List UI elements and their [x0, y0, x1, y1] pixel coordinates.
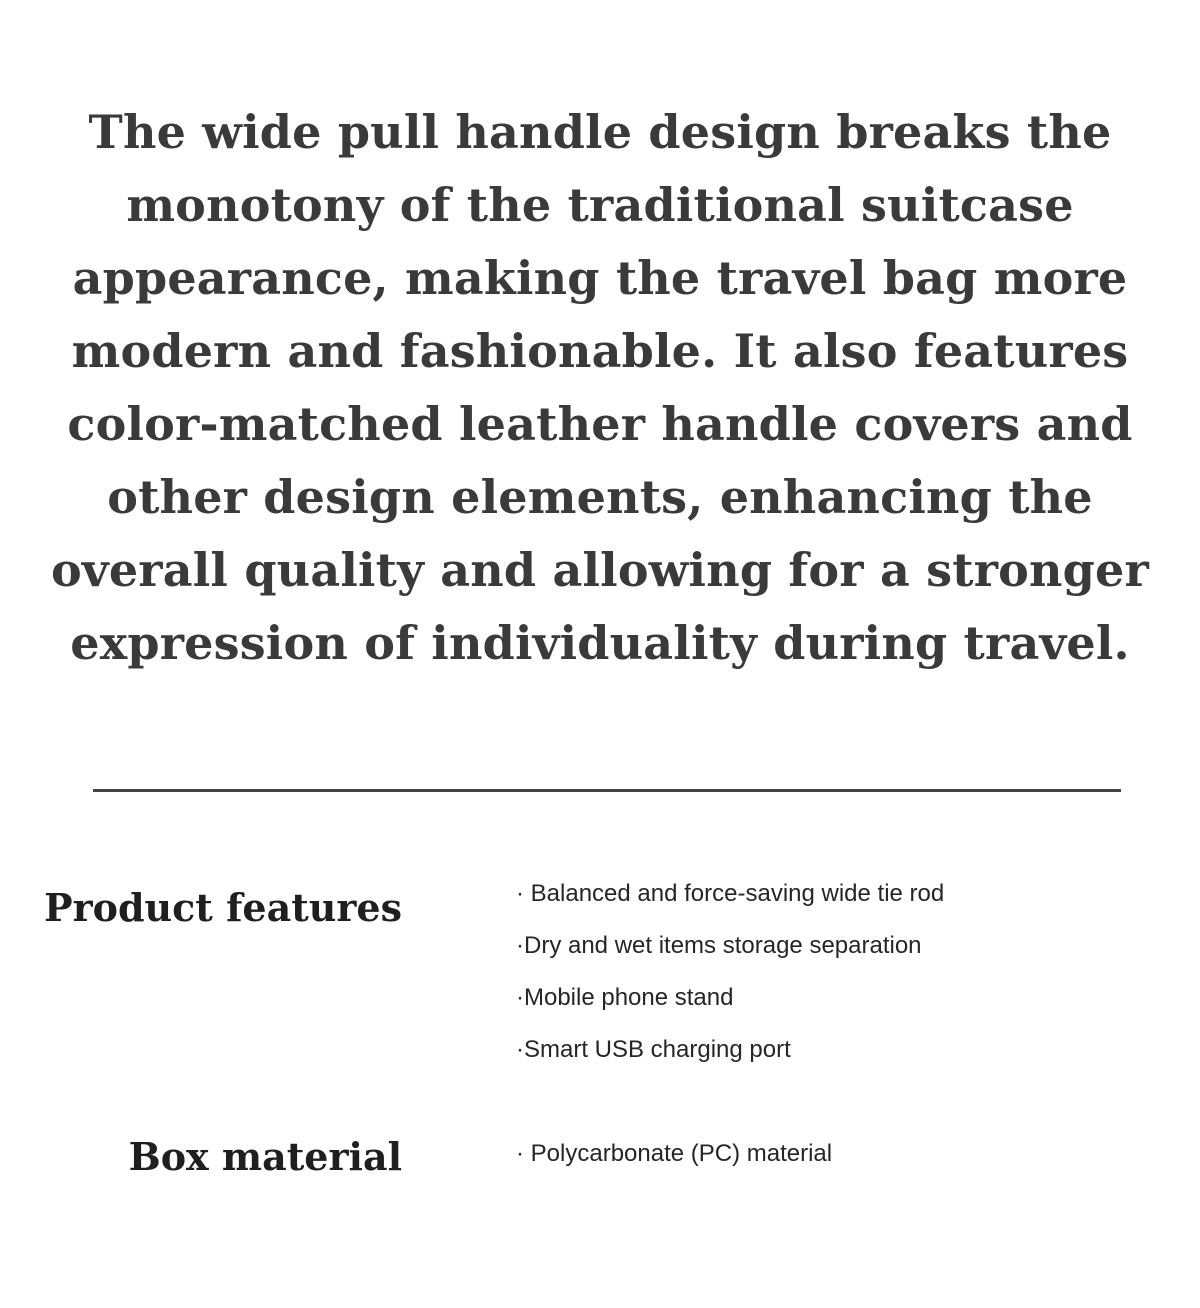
section-divider	[93, 789, 1121, 792]
material-item: · Polycarbonate (PC) material	[516, 1140, 833, 1167]
feature-item: ·Mobile phone stand	[516, 984, 734, 1011]
box-material-label: Box material	[128, 1134, 402, 1179]
feature-item: · Balanced and force-saving wide tie rod	[516, 880, 945, 907]
feature-item: ·Smart USB charging port	[516, 1036, 791, 1063]
product-features-list	[516, 876, 944, 1084]
intro-paragraph: The wide pull handle design breaks the monotony of the traditional suitcase appearance, making the travel bag more modern and fashionable. It also features color-matched leather handle covers and other design elements, enhancing the overall quality and allowing for a stronger expression of individuality during travel.	[51, 105, 1149, 670]
product-features-label: Product features	[44, 885, 402, 930]
feature-item: ·Dry and wet items storage separation	[516, 932, 922, 959]
box-material-list	[516, 1136, 832, 1188]
